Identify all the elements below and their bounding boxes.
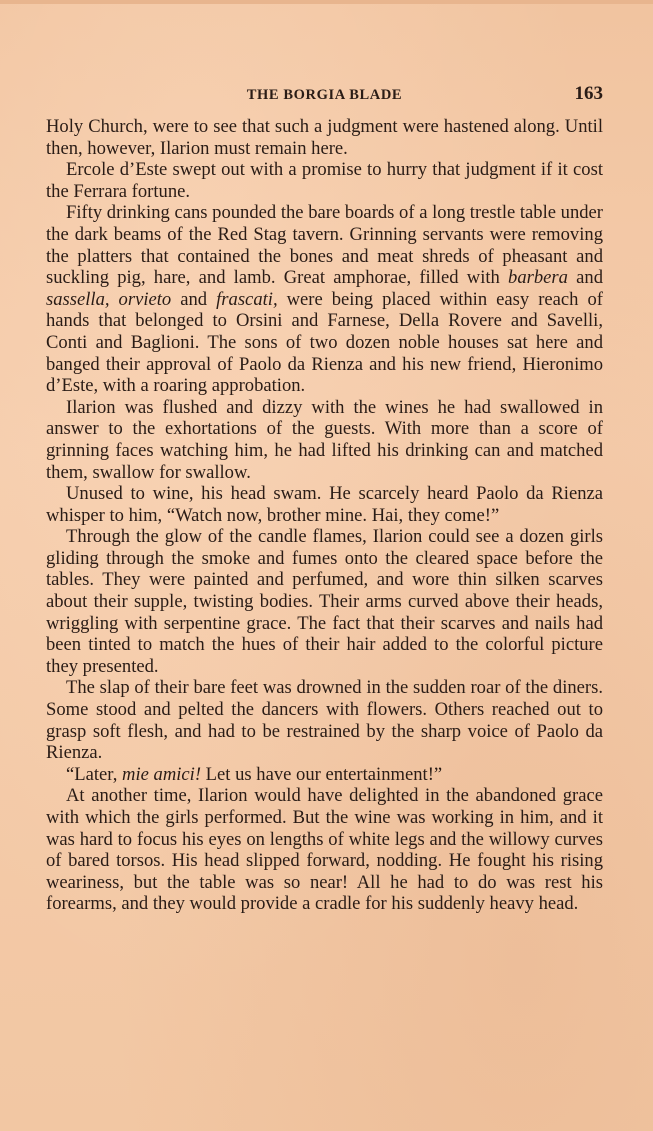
paragraph-text: Ilarion was flushed and dizzy with the wines he had swallowed in answer to the exhortations of the guests. With more than a score of grinning faces watching him, he had lifted his drinking can and matched them, swallow for swallow. — [46, 396, 603, 483]
paragraph — [46, 677, 603, 763]
italic-phrase: sassella, orvieto — [46, 288, 172, 310]
italic-phrase: mie amici! — [122, 763, 202, 785]
paragraph-text: The slap of their bare feet was drowned in the sudden roar of the diners. Some stood and pelted the dancers with flowers. Others reached out to grasp soft flesh, and had to be restrained by the sharp voice of Paolo da Rienza. — [46, 677, 603, 764]
paragraph-text: were being placed within easy reach of hands that belonged to Orsini and Farnese, Della Rovere and Savelli, Conti and Baglioni. The sons of two dozen noble houses sat here and banged their approval of Paolo da Rienza and his new friend, Hieronimo d’Este, with a roaring approbation. — [46, 288, 603, 397]
paragraph — [46, 397, 603, 483]
paragraph-text: and — [567, 267, 603, 289]
paragraph-text: Through the glow of the candle flames, Ilarion could see a dozen girls gliding through the smoke and fumes onto the cleared space before the tables. They were painted and perfumed, and wore thin silken scarves about their supple, twisting bodies. Their arms curved above their heads, wriggling with serpentine grace. The fact that their scarves and nails had been tinted to match the hues of their hair added to the colorful picture they presented. — [46, 526, 603, 677]
paragraph-text: Ercole d’Este swept out with a promise to hurry that judgment if it cost the Ferrara fortune. — [46, 159, 603, 202]
paragraph — [46, 483, 603, 526]
paragraph-text: Fifty drinking cans pounded the bare boards of a long trestle table under the dark beams of the Red Stag tavern. Grinning servants were removing the platters that contained the bones and meat shreds of pheasant and suckling pig, hare, and lamb. Great amphorae, filled with — [46, 202, 604, 289]
italic-phrase: frascati, — [216, 288, 278, 310]
paragraph — [46, 159, 603, 202]
paragraph — [46, 764, 603, 786]
italic-phrase: barbera — [508, 267, 568, 289]
paragraph-text: Holy Church, were to see that such a judgment were hastened along. Until then, however, Ilarion must remain here. — [46, 116, 603, 159]
paragraph-text: and — [171, 288, 217, 310]
paragraph-text: At another time, Ilarion would have delighted in the abandoned grace with which the girls performed. But the wine was working in him, and it was hard to focus his eyes on lengths of white legs and the willowy curves of bared torsos. His head slipped forward, nodding. He fought his rising weariness, but the table was so near! All he had to do was rest his forearms, and they would provide a cradle for his suddenly heavy head. — [46, 785, 603, 915]
paragraph — [46, 785, 603, 915]
page-top-edge — [0, 0, 653, 4]
paragraph — [46, 116, 603, 159]
paragraph-text: Unused to wine, his head swam. He scarcely heard Paolo da Rienza whisper to him, “Watch now, brother mine. Hai, they come!” — [46, 483, 603, 526]
paragraph-text: Let us have our entertainment!” — [201, 763, 443, 785]
page-number: 163 — [574, 83, 603, 104]
paragraph-text: “Later, — [66, 763, 123, 785]
paragraph — [46, 202, 603, 396]
body-text — [46, 116, 603, 915]
paragraph — [46, 526, 603, 677]
running-head — [46, 83, 603, 107]
running-title: THE BORGIA BLADE — [246, 87, 403, 103]
